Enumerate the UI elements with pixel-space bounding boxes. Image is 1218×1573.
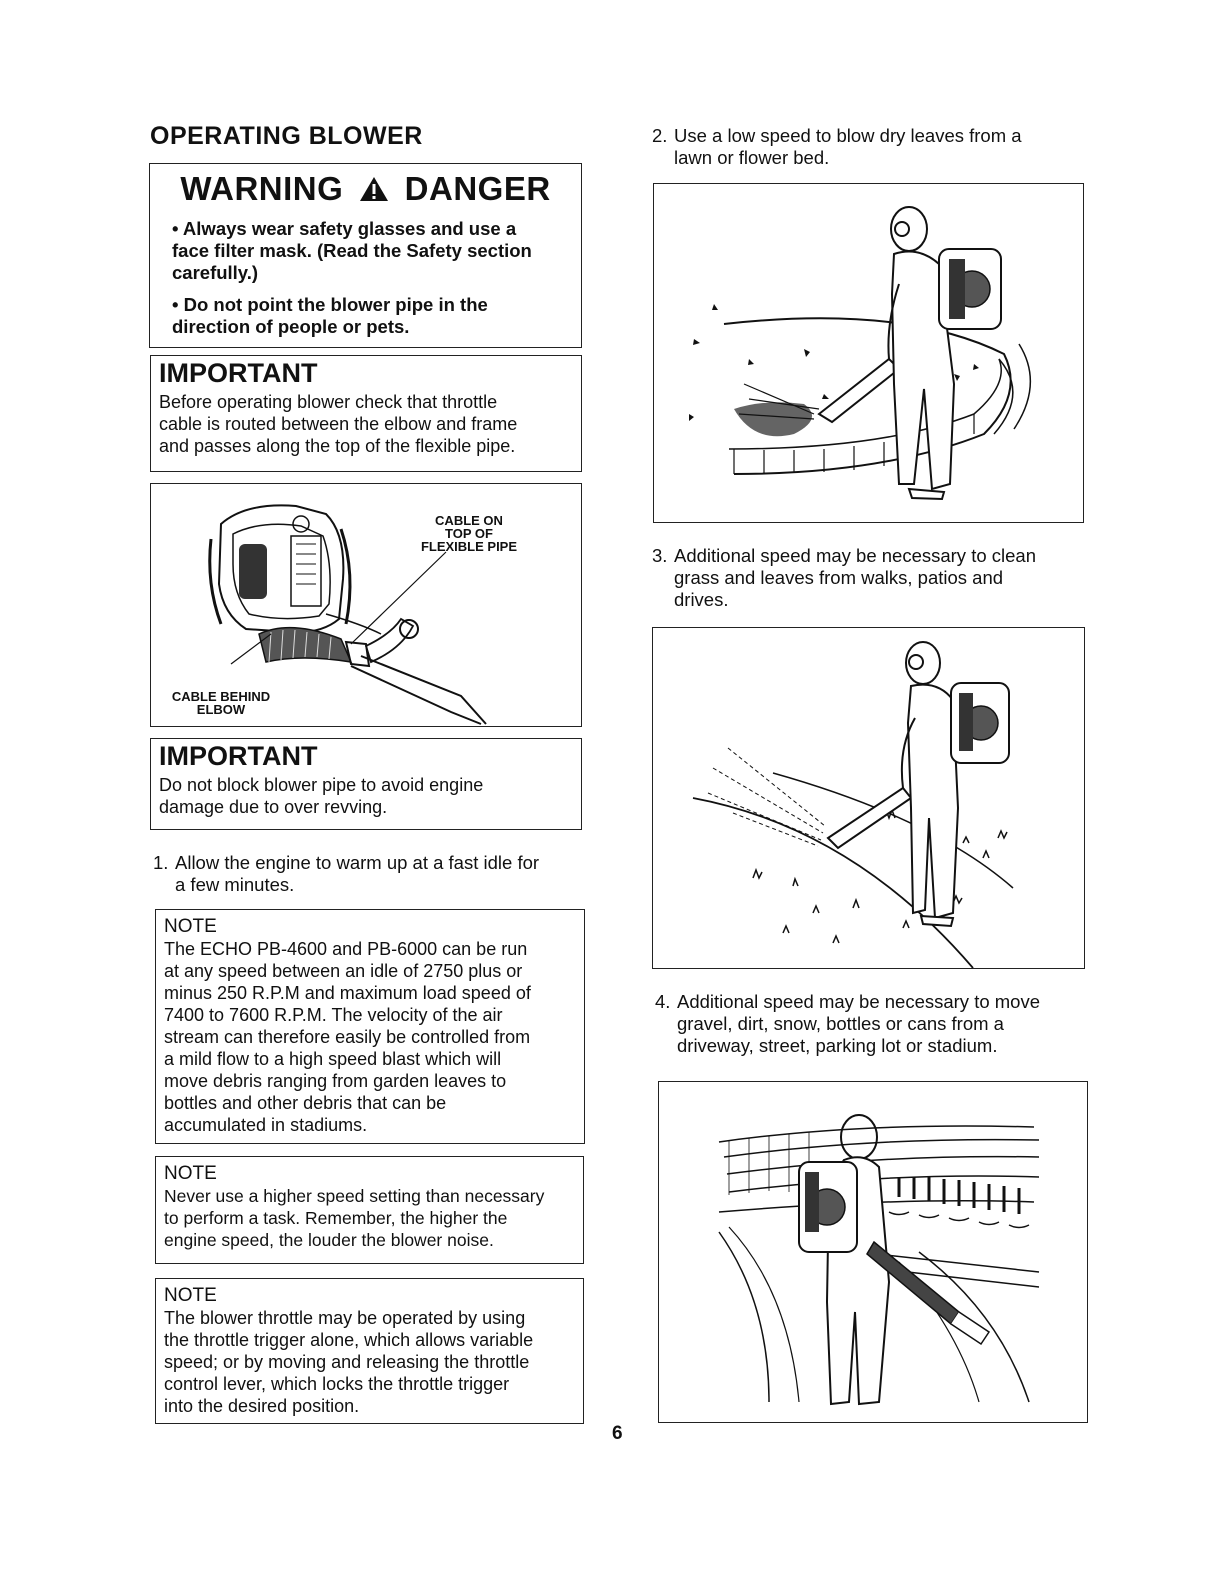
cable-routing-figure bbox=[150, 483, 582, 727]
important-box-1: IMPORTANT Before operating blower check that throttle cable is routed between the elbow and frame and passes along the top of the flexible pipe. bbox=[150, 355, 582, 472]
step-3: 3. Additional speed may be necessary to clean grass and leaves from walks, patios and drives. bbox=[652, 545, 1036, 610]
note-box-1: NOTE The ECHO PB-4600 and PB-6000 can be run at any speed between an idle of 2750 plus or minus 250 R.P.M and maximum load speed of 7400 to 7600 R.P.M. The velocity of the air stream can therefore easily be controlled from a mild flow to a high speed blast which will move debris ranging from garden leaves to bottles and other debris that can be accumulated in stadiums. bbox=[155, 909, 585, 1144]
cable-behind-label: CABLE BEHIND ELBOW bbox=[171, 689, 271, 717]
note-box-3: NOTE The blower throttle may be operated by using the throttle trigger alone, which allows variable speed; or by moving and releasing the throttle control lever, which locks the throttle trigger into the desired position. bbox=[155, 1278, 584, 1424]
note-box-2: NOTE Never use a higher speed setting than necessary to perform a task. Remember, the higher the engine speed, the louder the blower noise. bbox=[155, 1156, 584, 1264]
stadium-figure bbox=[658, 1081, 1088, 1423]
danger-label: DANGER bbox=[404, 170, 551, 207]
warning-bullet-2: • Do not point the blower pipe in the direction of people or pets. bbox=[172, 294, 488, 338]
step-4: 4. Additional speed may be necessary to move gravel, dirt, snow, bottles or cans from a driveway, street, parking lot or stadium. bbox=[655, 991, 1041, 1056]
step-2: 2. Use a low speed to blow dry leaves from a lawn or flower bed. bbox=[652, 125, 1022, 168]
operator-flower-bed-illustration bbox=[654, 184, 1083, 522]
warning-bullet-1: • Always wear safety glasses and use a face filter mask. (Read the Safety section carefully.) bbox=[172, 218, 532, 284]
cable-top-label: CABLE ON TOP OF FLEXIBLE PIPE bbox=[420, 513, 518, 554]
section-title: OPERATING BLOWER bbox=[150, 122, 423, 150]
operator-walkway-illustration bbox=[653, 628, 1084, 968]
warning-box bbox=[149, 163, 582, 348]
warning-triangle-icon bbox=[359, 172, 389, 210]
note-title: NOTE bbox=[164, 916, 217, 937]
page-number: 6 bbox=[612, 1423, 623, 1444]
note-title: NOTE bbox=[164, 1285, 217, 1306]
operator-stadium-illustration bbox=[659, 1082, 1087, 1422]
important-box-2: IMPORTANT Do not block blower pipe to avoid engine damage due to over revving. bbox=[150, 738, 582, 830]
important-title: IMPORTANT bbox=[159, 358, 318, 388]
walkway-figure bbox=[652, 627, 1085, 969]
note-title: NOTE bbox=[164, 1163, 217, 1184]
warning-label: WARNING bbox=[180, 170, 344, 207]
flower-bed-figure bbox=[653, 183, 1084, 523]
warning-title bbox=[150, 170, 581, 210]
important-title: IMPORTANT bbox=[159, 741, 318, 771]
step-1: 1. Allow the engine to warm up at a fast idle for a few minutes. bbox=[153, 852, 540, 895]
